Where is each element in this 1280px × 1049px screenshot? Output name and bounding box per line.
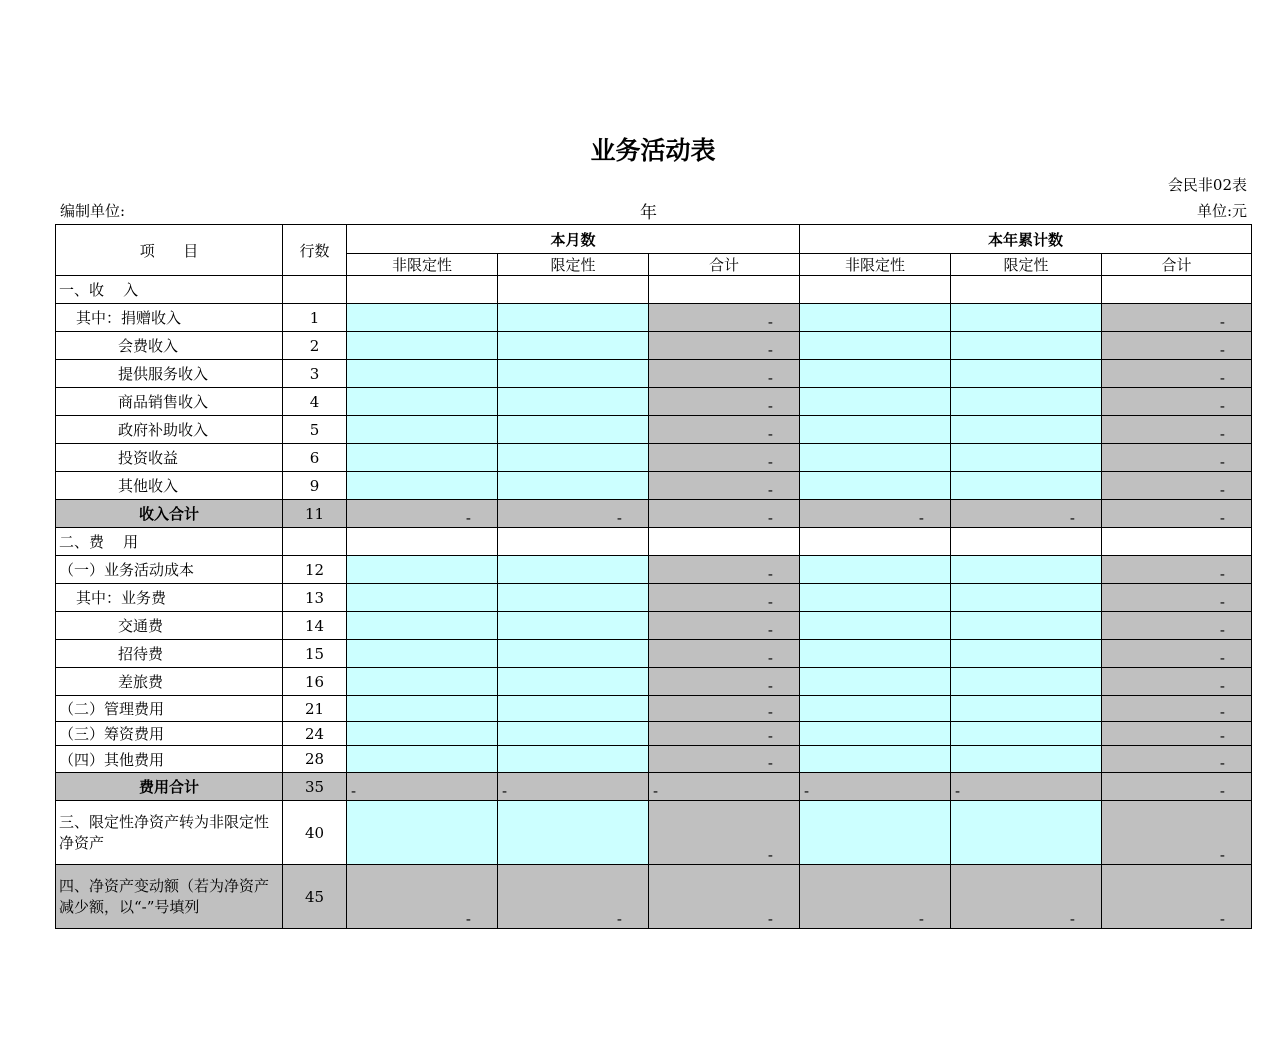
total-cell: - <box>800 500 951 528</box>
income-total-row <box>56 500 1252 528</box>
row-item: 交通费 <box>56 612 283 640</box>
total-cell: - <box>649 746 800 773</box>
input-cell[interactable] <box>800 556 951 584</box>
row-line: 13 <box>283 584 347 612</box>
total-cell: - <box>1102 696 1252 722</box>
total-cell: - <box>649 696 800 722</box>
input-cell[interactable] <box>347 444 498 472</box>
total-cell: - <box>498 773 649 801</box>
total-cell: - <box>649 773 800 801</box>
row-line: 3 <box>283 360 347 388</box>
table-row <box>56 388 1252 416</box>
row-line: 12 <box>283 556 347 584</box>
table-row <box>56 746 1252 773</box>
total-cell: - <box>951 500 1102 528</box>
row-line: 9 <box>283 472 347 500</box>
input-cell[interactable] <box>347 612 498 640</box>
input-cell[interactable] <box>800 612 951 640</box>
total-cell: - <box>951 773 1102 801</box>
form-number: 会民非02表 <box>1167 176 1247 194</box>
input-cell[interactable] <box>951 746 1102 773</box>
total-cell: - <box>1102 556 1252 584</box>
input-cell[interactable] <box>498 668 649 696</box>
page-title: 业务活动表 <box>590 136 716 165</box>
table-row <box>56 801 1252 865</box>
table-row <box>56 276 1252 304</box>
table-row <box>56 304 1252 332</box>
row-line: 1 <box>283 304 347 332</box>
input-cell[interactable] <box>951 612 1102 640</box>
input-cell[interactable] <box>951 388 1102 416</box>
expense-total-row <box>56 773 1252 801</box>
input-cell[interactable] <box>498 612 649 640</box>
row-item: 政府补助收入 <box>56 416 283 444</box>
total-cell: - <box>649 304 800 332</box>
input-cell[interactable] <box>800 416 951 444</box>
cell[interactable] <box>347 528 498 556</box>
input-cell[interactable] <box>347 332 498 360</box>
input-cell[interactable] <box>951 332 1102 360</box>
input-cell[interactable] <box>951 801 1102 865</box>
input-cell[interactable] <box>347 556 498 584</box>
input-cell[interactable] <box>951 360 1102 388</box>
input-cell[interactable] <box>951 722 1102 746</box>
cell[interactable] <box>1102 528 1252 556</box>
table-row <box>56 444 1252 472</box>
input-cell[interactable] <box>951 556 1102 584</box>
total-cell: - <box>1102 584 1252 612</box>
row-line: 21 <box>283 696 347 722</box>
row-line: 28 <box>283 746 347 773</box>
total-cell: - <box>649 444 800 472</box>
table-row <box>56 332 1252 360</box>
total-cell: - <box>1102 746 1252 773</box>
row-line: 2 <box>283 332 347 360</box>
row-item: 三、限定性净资产转为非限定性净资产 <box>56 801 283 865</box>
row-item: 收入合计 <box>56 500 283 528</box>
table-row <box>56 416 1252 444</box>
cell[interactable] <box>951 528 1102 556</box>
cell[interactable] <box>1102 276 1252 304</box>
input-cell[interactable] <box>498 696 649 722</box>
input-cell[interactable] <box>800 696 951 722</box>
row-item: 二、费 用 <box>56 528 283 556</box>
total-cell: - <box>1102 388 1252 416</box>
input-cell[interactable] <box>498 332 649 360</box>
total-cell: - <box>498 865 649 929</box>
total-cell: - <box>649 500 800 528</box>
input-cell[interactable] <box>347 696 498 722</box>
input-cell[interactable] <box>951 668 1102 696</box>
total-cell: - <box>649 865 800 929</box>
header-month: 本月数 <box>347 225 800 254</box>
header-line: 行数 <box>283 225 347 276</box>
row-item: 其中：捐赠收入 <box>56 304 283 332</box>
input-cell[interactable] <box>347 722 498 746</box>
total-cell: - <box>498 500 649 528</box>
total-cell: - <box>1102 612 1252 640</box>
cell[interactable] <box>498 528 649 556</box>
total-cell: - <box>1102 801 1252 865</box>
total-cell: - <box>347 500 498 528</box>
input-cell[interactable] <box>951 304 1102 332</box>
total-cell: - <box>1102 444 1252 472</box>
row-item: 其中：业务费 <box>56 584 283 612</box>
table-row <box>56 528 1252 556</box>
input-cell[interactable] <box>498 388 649 416</box>
row-item: （二）管理费用 <box>56 696 283 722</box>
total-cell: - <box>649 584 800 612</box>
total-cell: - <box>649 360 800 388</box>
net-change-row <box>56 865 1252 929</box>
header-item: 项 目 <box>56 225 283 276</box>
input-cell[interactable] <box>347 388 498 416</box>
cell[interactable] <box>649 276 800 304</box>
total-cell: - <box>649 640 800 668</box>
input-cell[interactable] <box>498 584 649 612</box>
input-cell[interactable] <box>800 332 951 360</box>
total-cell: - <box>1102 773 1252 801</box>
input-cell[interactable] <box>800 722 951 746</box>
total-cell: - <box>951 865 1102 929</box>
row-item: 费用合计 <box>56 773 283 801</box>
input-cell[interactable] <box>951 444 1102 472</box>
input-cell[interactable] <box>951 640 1102 668</box>
total-cell: - <box>1102 416 1252 444</box>
total-cell: - <box>347 865 498 929</box>
total-cell: - <box>347 773 498 801</box>
row-line: 6 <box>283 444 347 472</box>
total-cell: - <box>800 865 951 929</box>
input-cell[interactable] <box>800 801 951 865</box>
table-row <box>56 472 1252 500</box>
cell[interactable] <box>347 276 498 304</box>
row-line: 35 <box>283 773 347 801</box>
input-cell[interactable] <box>800 584 951 612</box>
row-line <box>283 276 347 304</box>
table-row <box>56 612 1252 640</box>
total-cell: - <box>649 722 800 746</box>
cell[interactable] <box>649 528 800 556</box>
cell[interactable] <box>800 276 951 304</box>
row-line: 4 <box>283 388 347 416</box>
row-item: 一、收 入 <box>56 276 283 304</box>
input-cell[interactable] <box>498 746 649 773</box>
total-cell: - <box>649 668 800 696</box>
row-item: （四）其他费用 <box>56 746 283 773</box>
input-cell[interactable] <box>347 360 498 388</box>
input-cell[interactable] <box>951 584 1102 612</box>
input-cell[interactable] <box>800 640 951 668</box>
input-cell[interactable] <box>498 722 649 746</box>
row-item: （三）筹资费用 <box>56 722 283 746</box>
input-cell[interactable] <box>498 640 649 668</box>
row-item: 会费收入 <box>56 332 283 360</box>
input-cell[interactable] <box>498 801 649 865</box>
input-cell[interactable] <box>800 388 951 416</box>
input-cell[interactable] <box>800 360 951 388</box>
input-cell[interactable] <box>800 668 951 696</box>
row-line <box>283 528 347 556</box>
table-row <box>56 668 1252 696</box>
input-cell[interactable] <box>498 304 649 332</box>
row-line: 5 <box>283 416 347 444</box>
row-line: 24 <box>283 722 347 746</box>
row-line: 16 <box>283 668 347 696</box>
input-cell[interactable] <box>498 444 649 472</box>
input-cell[interactable] <box>347 801 498 865</box>
input-cell[interactable] <box>347 416 498 444</box>
total-cell: - <box>1102 865 1252 929</box>
row-item: 投资收益 <box>56 444 283 472</box>
row-item: 差旅费 <box>56 668 283 696</box>
input-cell[interactable] <box>347 584 498 612</box>
total-cell: - <box>1102 640 1252 668</box>
row-line: 11 <box>283 500 347 528</box>
total-cell: - <box>649 332 800 360</box>
header-year-restricted: 限定性 <box>951 254 1102 276</box>
total-cell: - <box>800 773 951 801</box>
cell[interactable] <box>498 276 649 304</box>
input-cell[interactable] <box>347 472 498 500</box>
row-item: 其他收入 <box>56 472 283 500</box>
row-line: 15 <box>283 640 347 668</box>
activity-table <box>55 224 1252 929</box>
org-label: 编制单位: <box>60 202 126 220</box>
total-cell: - <box>649 472 800 500</box>
total-cell: - <box>649 612 800 640</box>
total-cell: - <box>1102 360 1252 388</box>
total-cell: - <box>1102 472 1252 500</box>
header-month-total: 合计 <box>649 254 800 276</box>
header-year-total: 合计 <box>1102 254 1252 276</box>
unit-label: 单位:元 <box>1196 202 1247 220</box>
total-cell: - <box>1102 668 1252 696</box>
total-cell: - <box>1102 332 1252 360</box>
input-cell[interactable] <box>347 640 498 668</box>
input-cell[interactable] <box>498 556 649 584</box>
total-cell: - <box>649 388 800 416</box>
row-item <box>56 865 283 929</box>
input-cell[interactable] <box>951 472 1102 500</box>
total-cell: - <box>649 416 800 444</box>
input-cell[interactable] <box>951 416 1102 444</box>
input-cell[interactable] <box>800 444 951 472</box>
row-line: 14 <box>283 612 347 640</box>
row-item: 提供服务收入 <box>56 360 283 388</box>
input-cell[interactable] <box>951 696 1102 722</box>
total-cell: - <box>649 801 800 865</box>
header-month-unrestricted: 非限定性 <box>347 254 498 276</box>
row-item: 商品销售收入 <box>56 388 283 416</box>
input-cell[interactable] <box>800 472 951 500</box>
year-label: 年 <box>640 203 657 223</box>
row-item-text: 四、净资产变动额（若为净资产减少额，以“-”号填列 <box>59 876 270 916</box>
input-cell[interactable] <box>498 416 649 444</box>
input-cell[interactable] <box>498 472 649 500</box>
row-item: （一）业务活动成本 <box>56 556 283 584</box>
header-year-unrestricted: 非限定性 <box>800 254 951 276</box>
cell[interactable] <box>800 528 951 556</box>
table-row <box>56 360 1252 388</box>
table-row <box>56 556 1252 584</box>
table-row <box>56 584 1252 612</box>
row-line: 40 <box>283 801 347 865</box>
cell[interactable] <box>951 276 1102 304</box>
input-cell[interactable] <box>347 304 498 332</box>
total-cell: - <box>1102 722 1252 746</box>
table-row <box>56 722 1252 746</box>
header-year: 本年累计数 <box>800 225 1252 254</box>
input-cell[interactable] <box>498 360 649 388</box>
row-item: 招待费 <box>56 640 283 668</box>
input-cell[interactable] <box>347 668 498 696</box>
header-month-restricted: 限定性 <box>498 254 649 276</box>
input-cell[interactable] <box>347 746 498 773</box>
row-line: 45 <box>283 865 347 929</box>
table-row <box>56 640 1252 668</box>
input-cell[interactable] <box>800 304 951 332</box>
total-cell: - <box>649 556 800 584</box>
total-cell: - <box>1102 304 1252 332</box>
total-cell: - <box>1102 500 1252 528</box>
table-row <box>56 696 1252 722</box>
input-cell[interactable] <box>800 746 951 773</box>
